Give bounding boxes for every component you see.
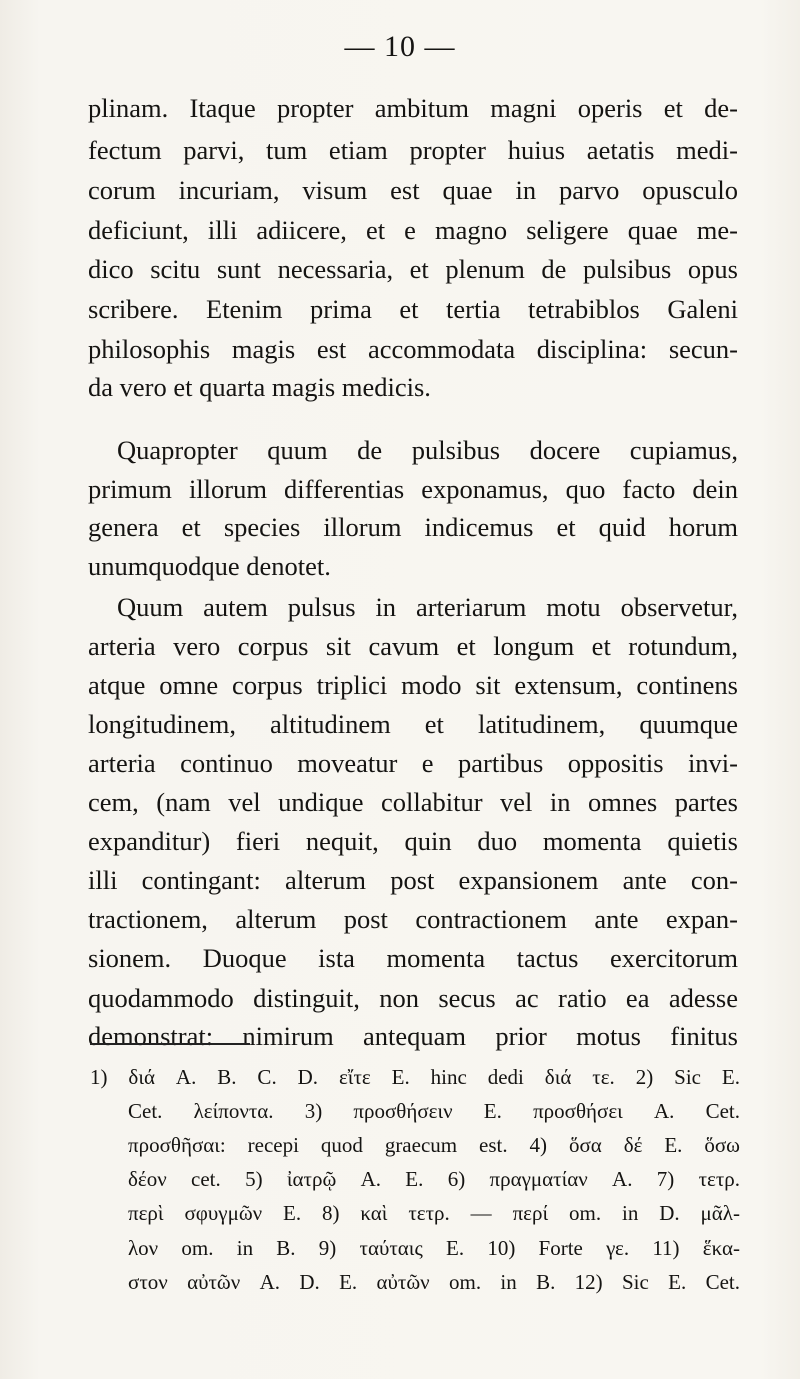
text-line: corum incuriam, visum est quae in parvo opusculo: [88, 175, 738, 205]
text-line: primum illorum differentias exponamus, quo facto dein: [88, 474, 738, 504]
text-line: illi contingant: alterum post expansionem ante con-: [88, 865, 738, 895]
text-line: arteria vero corpus sit cavum et longum et rotundum,: [88, 631, 738, 661]
text-line: fectum parvi, tum etiam propter huius aetatis medi-: [88, 135, 738, 165]
text-line: plinam. Itaque propter ambitum magni operis et de-: [88, 93, 738, 123]
text-line: deficiunt, illi adiicere, et e magno seligere quae me-: [88, 215, 738, 245]
paragraph-first-line: Quapropter quum de pulsibus docere cupiamus,: [117, 435, 738, 465]
text-line: unumquodque denotet.: [88, 551, 331, 581]
footnote-line: δέον cet. 5) ἰατρῷ A. E. 6) πραγματίαν A. 7) τετρ.: [128, 1167, 740, 1191]
text-line: da vero et quarta magis medicis.: [88, 372, 431, 402]
footnote-rule: [90, 1043, 250, 1045]
footnote-line: λον om. in B. 9) ταύταις E. 10) Forte γε. 11) ἕκα-: [128, 1236, 740, 1260]
page-number: — 10 —: [344, 30, 456, 63]
footnote-line: 1) διά A. B. C. D. εἴτε E. hinc dedi διά τε. 2) Sic E.: [90, 1065, 740, 1089]
text-line: expanditur) fieri nequit, quin duo momenta quietis: [88, 826, 738, 856]
footnote-line: Cet. λείποντα. 3) προσθήσειν E. προσθήσει A. Cet.: [128, 1099, 740, 1123]
text-line: demonstrat: nimirum antequam prior motus finitus: [88, 1021, 738, 1051]
text-line: longitudinem, altitudinem et latitudinem, quumque: [88, 709, 738, 739]
text-line: quodammodo distinguit, non secus ac ratio ea adesse: [88, 983, 738, 1013]
text-line: dico scitu sunt necessaria, et plenum de pulsibus opus: [88, 254, 738, 284]
footnote-line: περὶ σφυγμῶν E. 8) καὶ τετρ. — περί om. in D. μᾶλ-: [128, 1201, 740, 1225]
footnote-line: προσθῆσαι: recepi quod graecum est. 4) ὅσα δέ E. ὅσω: [128, 1133, 740, 1157]
text-line: atque omne corpus triplici modo sit extensum, continens: [88, 670, 738, 700]
paragraph-first-line: Quum autem pulsus in arteriarum motu observetur,: [117, 592, 738, 622]
footnote-line: στον αὐτῶν A. D. E. αὐτῶν om. in B. 12) Sic E. Cet.: [128, 1270, 740, 1294]
text-line: scribere. Etenim prima et tertia tetrabiblos Galeni: [88, 294, 738, 324]
text-line: cem, (nam vel undique collabitur vel in omnes partes: [88, 787, 738, 817]
text-line: tractionem, alterum post contractionem ante expan-: [88, 904, 738, 934]
text-line: genera et species illorum indicemus et quid horum: [88, 512, 738, 542]
text-line: arteria continuo moveatur e partibus oppositis invi-: [88, 748, 738, 778]
text-line: philosophis magis est accommodata disciplina: secun-: [88, 334, 738, 364]
text-line: sionem. Duoque ista momenta tactus exercitorum: [88, 943, 738, 973]
